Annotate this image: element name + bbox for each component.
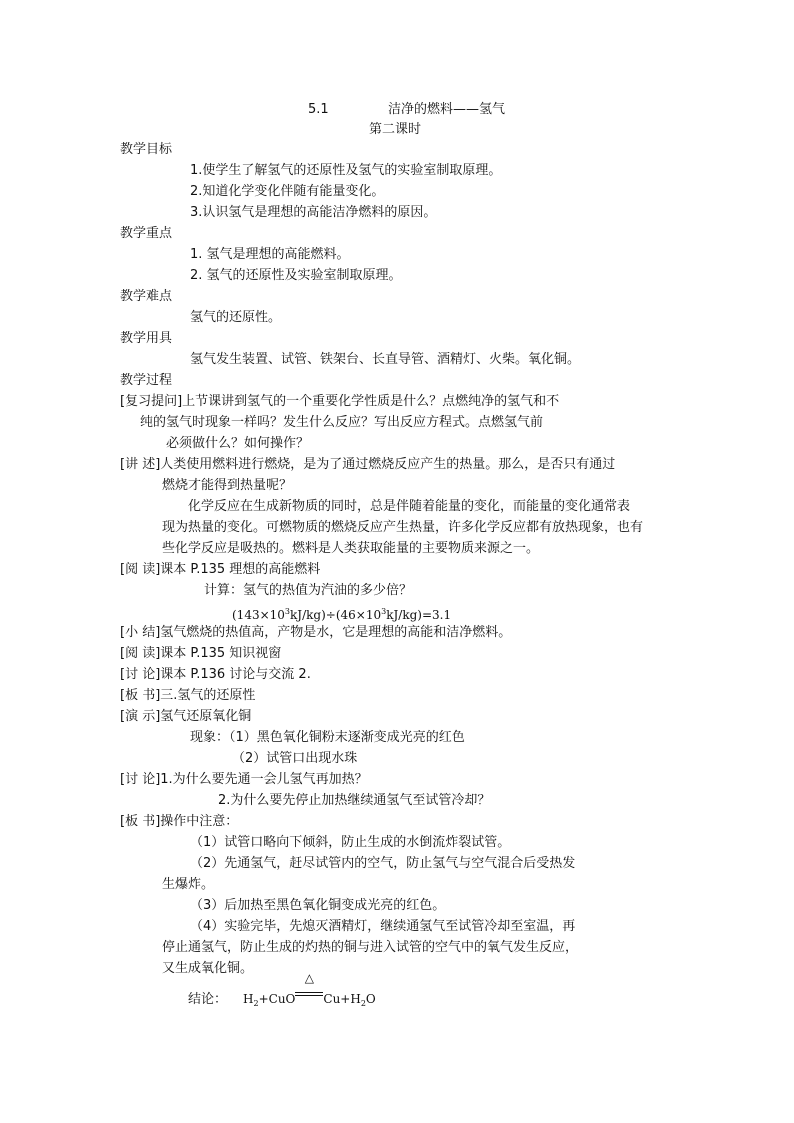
board-item: [板 书]操作中注意：	[120, 814, 239, 829]
note-item: （4）实验完毕，先熄灭酒精灯，继续通氢气至试管冷却至室温，再	[190, 919, 576, 934]
heading-process: 教学过程	[120, 373, 173, 388]
note-item-cont: 停止通氢气，防止生成的灼热的铜与进入试管的空气中的氧气发生反应，	[162, 940, 579, 955]
note-item: （1）试管口略向下倾斜，防止生成的水倒流炸裂试管。	[190, 835, 511, 850]
note-item: （2）先通氢气，赶尽试管内的空气，防止氢气与空气混合后受热发	[190, 856, 576, 871]
discussion-item: [讨 论]1.为什么要先通一会儿氢气再加热？	[120, 772, 368, 787]
heading-tools: 教学用具	[120, 331, 173, 346]
chemical-equation: $H_2+CuO$ △ $Cu+H_2O$	[243, 992, 376, 1006]
objective-item: 3.认识氢气是理想的高能洁净燃料的原因。	[190, 205, 437, 220]
key-point-item: 2. 氢气的还原性及实验室制取原理。	[190, 268, 402, 283]
note-item-cont: 又生成氧化铜。	[162, 961, 254, 976]
heat-symbol: △	[304, 971, 314, 985]
equals-bar	[295, 992, 323, 996]
reaction-condition	[295, 971, 323, 1003]
board-item: [板 书]三.氢气的还原性	[120, 688, 256, 703]
reading-item: [阅 读]课本 P.135 知识视窗	[120, 646, 282, 661]
objective-item: 1.使学生了解氢气的还原性及氢气的实验室制取原理。	[190, 163, 502, 178]
lesson-subtitle: 第二课时	[369, 122, 422, 137]
calculation-question: 计算：氢气的热值为汽油的多少倍？	[204, 583, 413, 598]
review-question-cont: 纯的氢气时现象一样吗？发生什么反应？写出反应方程式。点燃氢气前	[140, 415, 544, 430]
title-text: 洁净的燃料——氢气	[388, 102, 506, 117]
tools-text: 氢气发生装置、试管、铁架台、长直导管、酒精灯、火柴。氧化铜。	[190, 352, 581, 367]
lecture-paragraph-cont: 些化学反应是吸热的。燃料是人类获取能量的主要物质来源之一。	[162, 541, 540, 556]
heading-objectives: 教学目标	[120, 142, 173, 157]
summary-item: [小 结]氢气燃烧的热值高，产物是水，它是理想的高能和洁净燃料。	[120, 625, 512, 640]
phenomenon-item: 现象：（1）黑色氧化铜粉末逐渐变成光亮的红色	[190, 730, 465, 745]
review-question: [复习提问]上节课讲到氢气的一个重要化学性质是什么？点燃纯净的氢气和不	[120, 394, 560, 409]
lecture-paragraph-cont: 化学反应在生成新物质的同时，总是伴随着能量的变化，而能量的变化通常表	[188, 499, 631, 514]
heading-difficulties: 教学难点	[120, 289, 173, 304]
discussion-item: [讨 论]课本 P.136 讨论与交流 2.	[120, 667, 311, 682]
discussion-item-cont: 2.为什么要先停止加热继续通氢气至试管冷却？	[218, 793, 491, 808]
heading-key-points: 教学重点	[120, 226, 173, 241]
difficulty-text: 氢气的还原性。	[190, 310, 282, 325]
conclusion-label: 结论：	[188, 992, 228, 1007]
reading-item: [阅 读]课本 P.135 理想的高能燃料	[120, 562, 321, 577]
review-question-cont: 必须做什么？如何操作？	[166, 436, 310, 451]
lecture-paragraph-cont: 现为热量的变化。可燃物质的燃烧反应产生热量，许多化学反应都有放热现象，也有	[162, 520, 644, 535]
calculation-formula: $(143\times 10^3kJ/kg)\div(46\times 10^3kJ/kg)=3.1$	[232, 607, 452, 622]
phenomenon-item: （2）试管口出现水珠	[232, 751, 358, 766]
conclusion-equation	[188, 971, 376, 1014]
demo-item: [演 示]氢气还原氧化铜	[120, 709, 252, 724]
lecture-paragraph-cont: 燃烧才能得到热量呢？	[162, 478, 293, 493]
note-item: （3）后加热至黑色氧化铜变成光亮的红色。	[190, 898, 446, 913]
objective-item: 2.知道化学变化伴随有能量变化。	[190, 184, 385, 199]
lecture-paragraph: [讲 述]人类使用燃料进行燃烧，是为了通过燃烧反应产生的热量。那么，是否只有通过	[120, 457, 616, 472]
lesson-title	[308, 100, 505, 120]
note-item-cont: 生爆炸。	[162, 877, 215, 892]
key-point-item: 1. 氢气是理想的高能燃料。	[190, 247, 350, 262]
section-number: 5.1	[308, 102, 329, 117]
